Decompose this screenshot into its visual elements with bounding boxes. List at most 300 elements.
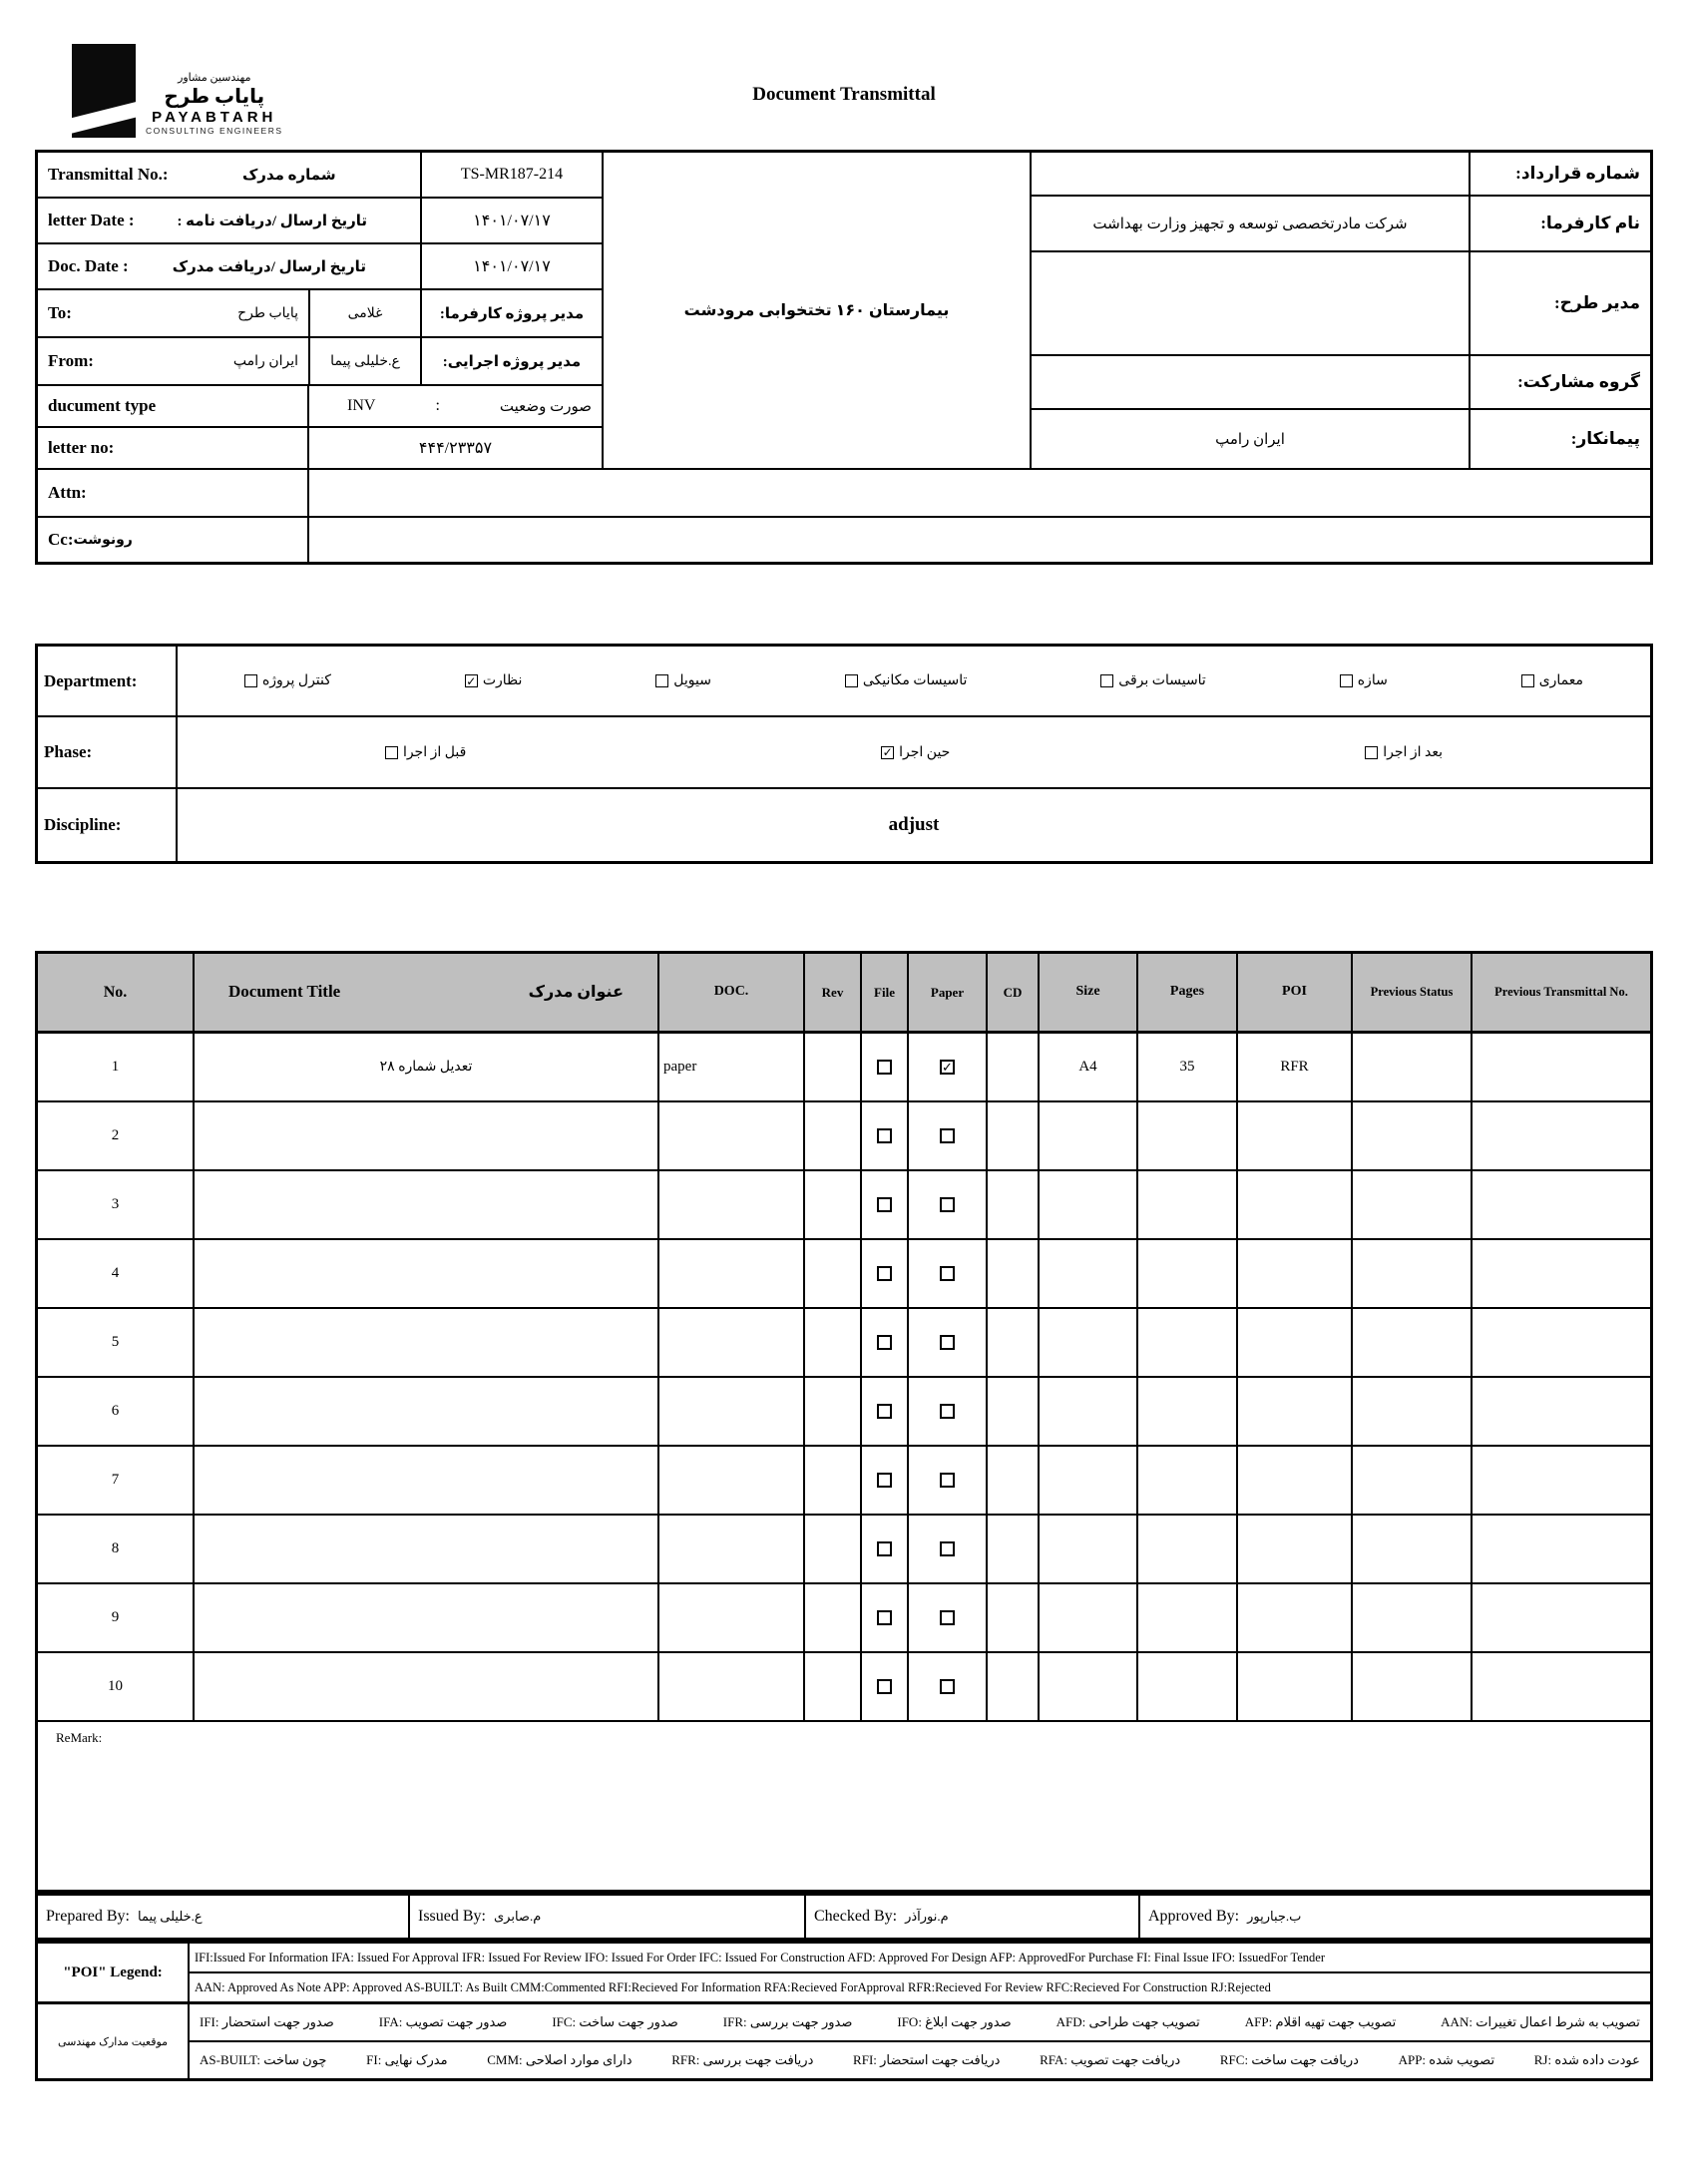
cell-rev xyxy=(805,1584,862,1651)
cell-prev-transmittal xyxy=(1473,1584,1650,1651)
cell-pages: 35 xyxy=(1138,1034,1238,1100)
cell-paper xyxy=(909,1584,988,1651)
cell-cd xyxy=(988,1653,1040,1720)
doc-date-label-en: Doc. Date : xyxy=(48,256,129,275)
issued-by-cell xyxy=(410,1896,806,1938)
checked-by-cell xyxy=(806,1896,1140,1938)
cell-prev-status xyxy=(1353,1516,1473,1582)
fa-legend-item: IFI: صدور جهت استحضار xyxy=(200,2014,334,2029)
cell-rev xyxy=(805,1378,862,1445)
letter-date-label-en: letter Date : xyxy=(48,211,135,229)
cell-prev-status xyxy=(1353,1653,1473,1720)
top-right-label: مدیر طرح: xyxy=(1469,252,1650,354)
phase-checkboxes xyxy=(178,717,1650,787)
department-item-label: معماری xyxy=(1538,673,1584,688)
cell-file xyxy=(862,1309,909,1376)
department-item xyxy=(845,672,968,689)
top-right-row xyxy=(1032,197,1650,252)
cell-no: 6 xyxy=(38,1378,195,1445)
cell-file xyxy=(862,1516,909,1582)
to-role-label: مدیر پروژه کارفرما: xyxy=(420,290,602,336)
cell-paper xyxy=(909,1034,988,1100)
paper-checkbox xyxy=(940,1197,955,1212)
doc-date-label xyxy=(38,244,420,288)
cell-size xyxy=(1040,1171,1138,1238)
cell-pages xyxy=(1138,1102,1238,1169)
cell-no: 8 xyxy=(38,1516,195,1582)
approved-by-name: ب.جبارپور xyxy=(1247,1909,1302,1924)
cell-size xyxy=(1040,1240,1138,1307)
cell-file xyxy=(862,1171,909,1238)
file-checkbox xyxy=(877,1610,892,1625)
cell-poi: RFR xyxy=(1238,1034,1353,1100)
cell-doc xyxy=(659,1584,805,1651)
logo-en-subtitle: CONSULTING ENGINEERS xyxy=(146,126,283,136)
file-checkbox xyxy=(877,1541,892,1556)
fa-legend-item: AS-BUILT: چون ساخت xyxy=(200,2052,327,2067)
department-checkbox xyxy=(244,674,257,687)
cell-prev-transmittal xyxy=(1473,1447,1650,1514)
paper-checkbox: ✓ xyxy=(940,1060,955,1075)
phase-checkbox xyxy=(1365,746,1378,759)
cell-poi xyxy=(1238,1102,1353,1169)
department-item-label: تاسیسات مکانیکی xyxy=(862,673,968,688)
file-checkbox xyxy=(877,1335,892,1350)
cell-file xyxy=(862,1447,909,1514)
cell-cd xyxy=(988,1171,1040,1238)
cell-pages xyxy=(1138,1378,1238,1445)
from-person-name: ع.خلیلی پیما xyxy=(308,338,420,384)
paper-checkbox xyxy=(940,1128,955,1143)
cell-prev-transmittal xyxy=(1473,1240,1650,1307)
header-poi: POI xyxy=(1238,954,1353,1031)
cell-prev-status xyxy=(1353,1378,1473,1445)
phase-item-label: قبل از اجرا xyxy=(402,744,467,760)
paper-checkbox xyxy=(940,1335,955,1350)
top-right-label: پیمانکار: xyxy=(1469,410,1650,468)
fa-legend-item: AAN: تصویب به شرط اعمال تغییرات xyxy=(1441,2014,1640,2029)
department-item xyxy=(1100,672,1206,689)
table-row xyxy=(38,1447,1650,1516)
top-right-row xyxy=(1032,153,1650,197)
table-row xyxy=(38,1309,1650,1378)
header-title xyxy=(195,954,659,1031)
department-checkbox xyxy=(1521,674,1534,687)
fa-legend-item: IFC: صدور جهت ساخت xyxy=(552,2014,678,2029)
issued-by-name: م.صابری xyxy=(494,1909,542,1924)
fa-legend-item: RJ: عودت داده شده xyxy=(1533,2052,1640,2067)
cell-size xyxy=(1040,1309,1138,1376)
from-label: From: xyxy=(48,351,94,370)
cell-cd xyxy=(988,1309,1040,1376)
cell-pages xyxy=(1138,1653,1238,1720)
cell-prev-status xyxy=(1353,1102,1473,1169)
department-checkbox xyxy=(845,674,858,687)
fa-legend-item: IFA: صدور جهت تصویب xyxy=(378,2014,508,2029)
cell-doc: paper xyxy=(659,1034,805,1100)
cell-poi xyxy=(1238,1516,1353,1582)
cell-paper xyxy=(909,1447,988,1514)
cell-size xyxy=(1040,1378,1138,1445)
header-prev-transmittal: Previous Transmittal No. xyxy=(1494,985,1628,1000)
cell-cd xyxy=(988,1034,1040,1100)
document-table-header xyxy=(38,954,1650,1034)
phase-label: Phase: xyxy=(38,717,178,787)
file-checkbox xyxy=(877,1404,892,1419)
page-title: Document Transmittal xyxy=(752,84,936,105)
cell-prev-transmittal xyxy=(1473,1653,1650,1720)
letterno-cell xyxy=(38,428,307,468)
cell-paper xyxy=(909,1171,988,1238)
cell-rev xyxy=(805,1447,862,1514)
top-right-value: شرکت مادرتخصصی توسعه و تجهیز وزارت بهداشت xyxy=(1092,216,1408,232)
letter-date-value: ۱۴۰۱/۰۷/۱۷ xyxy=(420,199,602,242)
cc-label-en: Cc: xyxy=(48,530,74,549)
cell-paper xyxy=(909,1378,988,1445)
poi-legend-en-line2: AAN: Approved As Note APP: Approved AS-BUILT: As Built CMM:Commented RFI:Recieved For Information RFA:Recieved ForApproval RFR:Recieved For Review RFC:Recieved For Construction RJ:Rejected xyxy=(195,1979,1271,1994)
approved-by-cell xyxy=(1140,1896,1650,1938)
fa-legend-item: FI: مدرک نهایی xyxy=(366,2052,448,2067)
project-name: بیمارستان ۱۶۰ تختخوابی مرودشت xyxy=(602,153,1032,468)
doctype-label: ducument type xyxy=(48,396,157,415)
top-right-row xyxy=(1032,410,1650,468)
transmittal-no-label-fa: شماره مدرک xyxy=(241,167,336,184)
fa-legend-item: IFR: صدور جهت بررسی xyxy=(722,2014,853,2029)
file-checkbox xyxy=(877,1473,892,1488)
letterno-value: ۴۴۴/۲۳۳۵۷ xyxy=(307,428,602,468)
letter-date-label-fa: تاریخ ارسال /دریافت نامه : xyxy=(177,213,368,229)
department-item-label: سیویل xyxy=(673,673,711,688)
checked-by-label: Checked By: xyxy=(814,1908,898,1925)
top-left-block xyxy=(38,153,602,468)
prepared-by-name: ع.خلیلی پیما xyxy=(137,1909,203,1924)
cell-no: 2 xyxy=(38,1102,195,1169)
table-row xyxy=(38,1378,1650,1447)
cell-title xyxy=(195,1171,659,1238)
cell-cd xyxy=(988,1102,1040,1169)
phase-item xyxy=(881,744,950,761)
cell-cd xyxy=(988,1240,1040,1307)
top-right-label: نام کارفرما: xyxy=(1469,197,1650,250)
cell-prev-transmittal xyxy=(1473,1171,1650,1238)
department-item xyxy=(1521,672,1583,689)
paper-checkbox xyxy=(940,1610,955,1625)
table-row xyxy=(38,1102,1650,1171)
file-checkbox xyxy=(877,1128,892,1143)
remark-section xyxy=(38,1722,1650,1890)
fa-legend-item: RFC: دریافت جهت ساخت xyxy=(1219,2052,1359,2067)
cell-cd xyxy=(988,1447,1040,1514)
poi-legend-label: "POI" Legend: xyxy=(38,1944,190,2001)
cell-rev xyxy=(805,1034,862,1100)
table-row xyxy=(38,1171,1650,1240)
top-right-row xyxy=(1032,356,1650,410)
cell-pages xyxy=(1138,1584,1238,1651)
to-label: To: xyxy=(48,303,72,322)
department-item-label: نظارت xyxy=(482,673,523,688)
cell-pages xyxy=(1138,1171,1238,1238)
cell-rev xyxy=(805,1516,862,1582)
cell-file xyxy=(862,1378,909,1445)
department-item-label: کنترل پروژه xyxy=(261,673,331,688)
cell-poi xyxy=(1238,1584,1353,1651)
cell-prev-transmittal xyxy=(1473,1378,1650,1445)
fa-legend-item: RFR: دریافت جهت بررسی xyxy=(671,2052,814,2067)
department-checkbox: ✓ xyxy=(466,673,477,688)
top-right-value xyxy=(1032,356,1469,408)
cell-title xyxy=(195,1240,659,1307)
table-row xyxy=(38,1240,1650,1309)
top-right-value xyxy=(1032,153,1469,195)
to-person-name: غلامی xyxy=(308,290,420,336)
cell-prev-transmittal xyxy=(1473,1102,1650,1169)
cell-prev-status xyxy=(1353,1447,1473,1514)
doc-date-label-fa: تاریخ ارسال /دریافت مدرک xyxy=(172,258,366,275)
cell-title xyxy=(195,1378,659,1445)
phase-item xyxy=(385,744,466,761)
cell-rev xyxy=(805,1309,862,1376)
phase-item xyxy=(1365,744,1443,761)
table-row xyxy=(38,1034,1650,1102)
poi-legend-en-line1: IFI:Issued For Information IFA: Issued For Approval IFR: Issued For Review IFO: Issued For Order IFC: Issued For Construction AFD: Approved For Design AFP: ApprovedFor Purchase FI: Final Issue IFO: IssuedFor Tender xyxy=(190,1944,1650,1973)
department-item-label: تاسیسات برقی xyxy=(1118,673,1206,688)
fa-legend-item: RFA: دریافت جهت تصویب xyxy=(1040,2052,1181,2067)
cell-file xyxy=(862,1102,909,1169)
cell-size xyxy=(1040,1653,1138,1720)
fa-legend-item: CMM: دارای موارد اصلاحی xyxy=(487,2052,633,2067)
checked-by-name: م.نورآذر xyxy=(905,1909,949,1924)
cell-paper xyxy=(909,1309,988,1376)
discipline-label: Discipline: xyxy=(38,789,178,861)
cell-paper xyxy=(909,1240,988,1307)
signature-row xyxy=(35,1893,1653,1941)
phase-checkbox: ✓ xyxy=(882,745,893,759)
cell-size xyxy=(1040,1447,1138,1514)
cell-poi xyxy=(1238,1378,1353,1445)
poi-legend-table xyxy=(35,1941,1653,2081)
logo-fa-tagline: مهندسین مشاور xyxy=(178,72,251,84)
paper-checkbox xyxy=(940,1266,955,1281)
cell-prev-status xyxy=(1353,1240,1473,1307)
department-item xyxy=(465,672,523,689)
header-no: No. xyxy=(38,954,195,1031)
top-right-value: ایران رامپ xyxy=(1215,431,1285,448)
cell-title: تعدیل شماره ۲۸ xyxy=(195,1034,659,1100)
logo-en-name: PAYABTARH xyxy=(152,109,277,126)
cell-file xyxy=(862,1653,909,1720)
doctype-colon: : xyxy=(435,397,440,414)
cell-poi xyxy=(1238,1653,1353,1720)
from-role-label: مدیر پروژه اجرایی: xyxy=(420,338,602,384)
cell-pages xyxy=(1138,1240,1238,1307)
department-checkbox xyxy=(655,674,668,687)
letter-date-label xyxy=(38,199,420,242)
top-right-label: شماره قرارداد: xyxy=(1469,153,1650,195)
cell-rev xyxy=(805,1102,862,1169)
cell-rev xyxy=(805,1171,862,1238)
phase-checkbox xyxy=(385,746,398,759)
cell-no: 7 xyxy=(38,1447,195,1514)
cell-paper xyxy=(909,1653,988,1720)
fa-legend-line2 xyxy=(190,2042,1650,2078)
table-row xyxy=(38,1516,1650,1584)
header-file: File xyxy=(862,954,909,1031)
cell-doc xyxy=(659,1378,805,1445)
fa-legend-line1 xyxy=(190,2004,1650,2042)
table-row xyxy=(38,1653,1650,1722)
department-checkbox xyxy=(1100,674,1113,687)
file-checkbox xyxy=(877,1197,892,1212)
file-checkbox xyxy=(877,1679,892,1694)
phase-item-label: بعد از اجرا xyxy=(1383,744,1444,760)
from-value: ایران رامپ xyxy=(232,353,298,369)
cell-paper xyxy=(909,1102,988,1169)
transmittal-no-value: TS-MR187-214 xyxy=(420,153,602,197)
paper-checkbox xyxy=(940,1541,955,1556)
prepared-by-label: Prepared By: xyxy=(46,1908,130,1925)
to-cell xyxy=(38,290,308,336)
cc-value xyxy=(307,518,1650,562)
cc-label-fa: رونوشت xyxy=(73,532,133,548)
file-checkbox xyxy=(877,1266,892,1281)
cell-pages xyxy=(1138,1309,1238,1376)
from-cell xyxy=(38,338,308,384)
cell-prev-transmittal xyxy=(1473,1034,1650,1100)
cell-size: A4 xyxy=(1040,1034,1138,1100)
cell-no: 1 xyxy=(38,1034,195,1100)
top-right-block xyxy=(1032,153,1650,468)
doctype-cell xyxy=(38,386,307,426)
top-right-row xyxy=(1032,252,1650,356)
cell-file xyxy=(862,1034,909,1100)
cell-doc xyxy=(659,1171,805,1238)
department-label: Department: xyxy=(38,647,178,715)
cell-size xyxy=(1040,1102,1138,1169)
cell-pages xyxy=(1138,1516,1238,1582)
header-title-en: Document Title xyxy=(228,982,341,1002)
cell-title xyxy=(195,1653,659,1720)
transmittal-info-table xyxy=(35,150,1653,565)
prepared-by-cell xyxy=(38,1896,410,1938)
discipline-value: adjust xyxy=(888,814,940,835)
fa-legend-item: IFO: صدور جهت ابلاغ xyxy=(897,2014,1012,2029)
phase-item-label: حین اجرا xyxy=(899,744,951,760)
fa-legend-item: AFP: تصویب جهت تهیه اقلام xyxy=(1244,2014,1397,2029)
cell-poi xyxy=(1238,1240,1353,1307)
department-checkboxes xyxy=(178,647,1650,715)
issued-by-label: Issued By: xyxy=(418,1908,486,1925)
cell-title xyxy=(195,1516,659,1582)
header-rev: Rev xyxy=(805,954,862,1031)
department-item xyxy=(1340,672,1388,689)
cell-no: 5 xyxy=(38,1309,195,1376)
cell-poi xyxy=(1238,1309,1353,1376)
cell-doc xyxy=(659,1240,805,1307)
cell-size xyxy=(1040,1584,1138,1651)
paper-checkbox xyxy=(940,1473,955,1488)
cell-title xyxy=(195,1447,659,1514)
cell-prev-status xyxy=(1353,1034,1473,1100)
cell-title xyxy=(195,1584,659,1651)
file-checkbox xyxy=(877,1060,892,1075)
cc-label xyxy=(38,518,307,562)
department-phase-table xyxy=(35,644,1653,864)
cell-prev-transmittal xyxy=(1473,1309,1650,1376)
cell-pages xyxy=(1138,1447,1238,1514)
top-right-value xyxy=(1032,252,1469,354)
cell-poi xyxy=(1238,1171,1353,1238)
to-value: پایاب طرح xyxy=(237,305,298,321)
cell-no: 10 xyxy=(38,1653,195,1720)
letterno-label: letter no: xyxy=(48,438,115,457)
fa-legend-item: AFD: تصویب جهت طراحی xyxy=(1055,2014,1200,2029)
cell-poi xyxy=(1238,1447,1353,1514)
attn-label: Attn: xyxy=(48,483,87,502)
department-item xyxy=(655,672,711,689)
logo-fa-name: پایاب طرح xyxy=(164,86,265,108)
document-table-body xyxy=(38,1034,1650,1722)
header-cd: CD xyxy=(988,954,1040,1031)
cell-rev xyxy=(805,1653,862,1720)
cell-size xyxy=(1040,1516,1138,1582)
approved-by-label: Approved By: xyxy=(1148,1908,1240,1925)
doctype-value-cell xyxy=(307,386,602,426)
cell-no: 9 xyxy=(38,1584,195,1651)
cell-doc xyxy=(659,1447,805,1514)
doctype-value: INV xyxy=(347,397,376,414)
cell-prev-status xyxy=(1353,1171,1473,1238)
fa-legend-item: RFI: دریافت جهت استحضار xyxy=(853,2052,1001,2067)
cell-title xyxy=(195,1309,659,1376)
transmittal-no-label-en: Transmittal No.: xyxy=(48,165,169,184)
cell-title xyxy=(195,1102,659,1169)
cell-prev-status xyxy=(1353,1309,1473,1376)
cell-cd xyxy=(988,1516,1040,1582)
table-row xyxy=(38,1584,1650,1653)
paper-checkbox xyxy=(940,1404,955,1419)
header-title-fa: عنوان مدرک xyxy=(528,983,624,1001)
department-item xyxy=(244,672,331,689)
doc-date-value: ۱۴۰۱/۰۷/۱۷ xyxy=(420,244,602,288)
paper-checkbox xyxy=(940,1679,955,1694)
attn-value xyxy=(307,470,1650,516)
header-paper: Paper xyxy=(909,954,988,1031)
fa-legend-label: موقعیت مدارک مهندسی xyxy=(38,2004,190,2078)
cell-no: 4 xyxy=(38,1240,195,1307)
header-pages: Pages xyxy=(1138,954,1238,1031)
remark-label: ReMark: xyxy=(56,1730,103,1745)
cell-rev xyxy=(805,1240,862,1307)
cell-no: 3 xyxy=(38,1171,195,1238)
top-right-label: گروه مشارکت: xyxy=(1469,356,1650,408)
cell-doc xyxy=(659,1309,805,1376)
cell-prev-transmittal xyxy=(1473,1516,1650,1582)
cell-file xyxy=(862,1584,909,1651)
cell-doc xyxy=(659,1516,805,1582)
doctype-fa: صورت وضعیت xyxy=(499,398,592,415)
cell-file xyxy=(862,1240,909,1307)
cell-prev-status xyxy=(1353,1584,1473,1651)
transmittal-no-label xyxy=(38,153,420,197)
header-prev-status: Previous Status xyxy=(1353,954,1473,1031)
fa-legend-item: APP: تصویب شده xyxy=(1398,2052,1495,2067)
document-list-table xyxy=(35,951,1653,1893)
cell-doc xyxy=(659,1653,805,1720)
department-checkbox xyxy=(1340,674,1353,687)
cell-cd xyxy=(988,1584,1040,1651)
cell-doc xyxy=(659,1102,805,1169)
department-item-label: سازه xyxy=(1357,673,1388,688)
